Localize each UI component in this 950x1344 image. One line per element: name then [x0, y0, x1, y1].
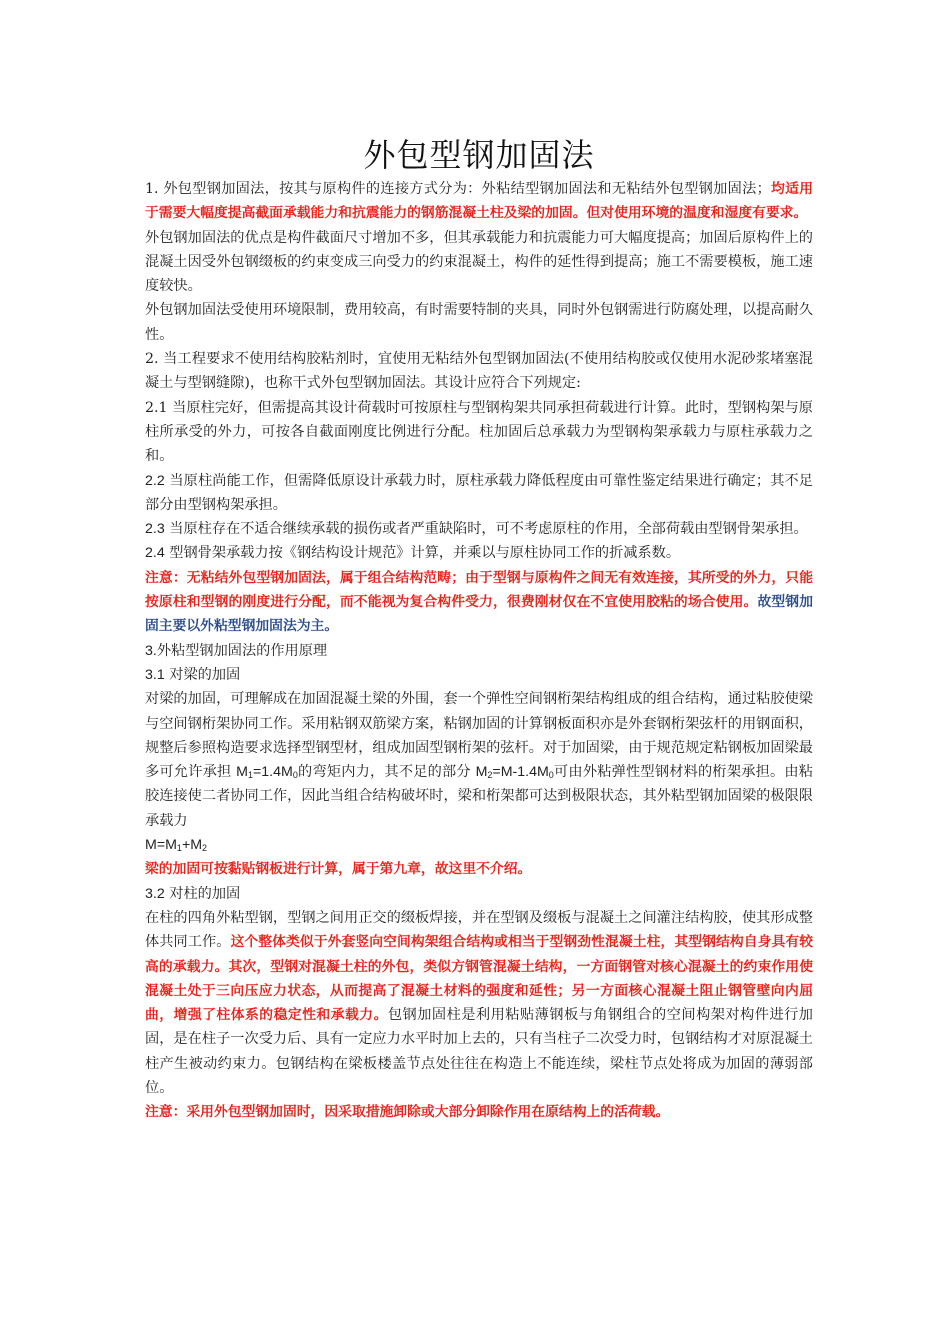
paragraph-15-highlight: 这个整体类似于外套竖向空间构架组合结构或相当于型钢劲性混凝土柱，其型钢结构自身具有较高的承载力。其次，型钢对混凝土柱的外包，类似方钢管混凝土结构，一方面钢管对核心混凝土的约束作用使混凝土处于三向压应力状态，从而提高了混凝土材料的强度和延性；另一方面核心混凝土阻止钢管壁向内屈曲，增强了柱体系的稳定性和承载力。 [145, 934, 813, 1024]
paragraph-12-part-c: 可由外粘弹性型钢材料的桁架承担。由粘胶连接使二者协同工作，因此当组合结构破坏时，梁和桁架都可达到极限状态，其外粘型钢加固梁的极限限承载力 [145, 764, 813, 829]
paragraph-4: 2. 当工程要求不使用结构胶粘剂时，宜使用无粘结外包型钢加固法(不使用结构胶或仅使用水泥砂浆堵塞混凝土与型钢缝隙)，也称干式外包型钢加固法。其设计应符合下列规定: [145, 351, 813, 392]
paragraph-15 [145, 906, 813, 1100]
document-title: 外包型钢加固法 [363, 136, 595, 174]
clause-text: 型钢骨架承载力按《钢结构设计规范》计算，并乘以与原柱协同工作的折减系数。 [169, 545, 681, 562]
paragraph-12-part-a: 对梁的加固，可理解成在加固混凝土梁的外围，套一个弹性空间钢桁架结构组成的组合结构，通过粘胶使梁与空间钢桁架协同工作。采用粘钢双筋梁方案，粘钢加固的计算钢板面积亦是外套钢桁架弦杆的用钢面积，规整后参照构造要求选择型钢型材，组成加固型钢桁架的弦杆。对于加固梁，由于规范规定粘钢板加固梁最多可允许承担 [145, 691, 813, 781]
section-title: 对柱的加固 [169, 885, 241, 902]
paragraph-12-part-b: 的弯矩内力，其不足的部分 [297, 764, 471, 781]
clause-text: 当原柱存在不适合继续承载的损伤或者严重缺陷时，可不考虑原柱的作用，全部荷载由型钢骨架承担。 [169, 521, 808, 538]
clause-number: 2.2 [145, 472, 165, 489]
paragraph-6 [145, 469, 813, 518]
paragraph-16-note: 注意：采用外包型钢加固时，因采取措施卸除或大部分卸除作用在原结构上的活荷载。 [145, 1104, 670, 1121]
paragraph-13-note: 梁的加固可按黏贴钢板进行计算，属于第九章，故这里不介绍。 [145, 861, 532, 878]
formula-m1: $M_1=1.4M_0$ [236, 764, 298, 781]
paragraph-5: 2.1 当原柱完好，但需提高其设计荷载时可按原柱与型钢构架共同承担荷载进行计算。此时，型钢构架与原柱所承受的外力，可按各自截面刚度比例进行分配。柱加固后总承载力为型钢构架承载力与原柱承载力之和。 [145, 399, 813, 465]
section-number: 3.2 [145, 885, 165, 902]
section-title: 对梁的加固 [169, 666, 241, 683]
section-3-1-heading [145, 663, 813, 687]
paragraph-15-part-b: 包钢加固柱是利用粘贴薄钢板与角钢组合的空间构架对构件进行加固，是在柱子一次受力后、具有一定应力水平时加上去的，只有当柱子二次受力时，包钢结构才对原混凝土柱产生被动约束力。包钢结构在梁板楼盖节点处往往在构造上不能连续，梁柱节点处将成为加固的薄弱部位。 [145, 1007, 813, 1096]
paragraph-2: 外包钢加固法的优点是构件截面尺寸增加不多，但其承载能力和抗震能力可大幅度提高；加固后原构件上的混凝土因受外包钢缀板的约束变成三向受力的约束混凝土，构件的延性得到提高；施工不需要模板，施工速度较快。 [145, 229, 813, 295]
paragraph-8 [145, 541, 813, 565]
paragraph-15-part-a: 在柱的四角外粘型钢，型钢之间用正交的缀板焊接，并在型钢及缀板与混凝土之间灌注结构胶，使其形成整体共同工作。 [145, 909, 813, 951]
clause-text: 当原柱尚能工作，但需降低原设计承载力时，原柱承载力降低程度由可靠性鉴定结果进行确定；其不足部分由型钢构架承担。 [145, 472, 813, 513]
paragraph-3: 外包钢加固法受使用环境限制，费用较高，有时需要特制的夹具，同时外包钢需进行防腐处理，以提高耐久性。 [145, 302, 813, 343]
clause-number: 2.4 [145, 545, 165, 562]
paragraph-1-highlight: 均适用于需要大幅度提高截面承载能力和抗震能力的钢筋混凝土柱及梁的加固。但对使用环境的温度和湿度有要求。 [145, 181, 814, 222]
formula-m: $M=M_1+M_2$ [145, 837, 208, 854]
paragraph-1-text: 1. 外包型钢加固法，按其与原构件的连接方式分为：外粘结型钢加固法和无粘结外包型钢加固法； [145, 181, 771, 197]
section-3-2-heading [145, 882, 813, 906]
section-number: 3.1 [145, 666, 165, 683]
paragraph-7 [145, 517, 813, 541]
paragraph-1 [145, 177, 813, 226]
formula-m2: $M_2=M-1.4M_0$ [475, 764, 554, 781]
note-blue-text: 故型钢加固主要以外粘型钢加固法为主。 [145, 594, 814, 635]
document-body [145, 177, 813, 1125]
paragraph-9-note [145, 566, 813, 639]
section-3-heading [145, 639, 813, 663]
clause-number: 2.3 [145, 521, 165, 538]
section-title: 外粘型钢加固法的作用原理 [156, 642, 328, 659]
paragraph-12 [145, 687, 813, 857]
section-number: 3. [145, 642, 157, 659]
note-red-text: 注意：无粘结外包型钢加固法，属于组合结构范畴；由于型钢与原构件之间无有效连接，其所受的外力，只能按原柱和型钢的刚度进行分配，而不能视为复合构件受力，很费刚材仅在不宜使用胶粘的场合使用。 [145, 569, 813, 611]
